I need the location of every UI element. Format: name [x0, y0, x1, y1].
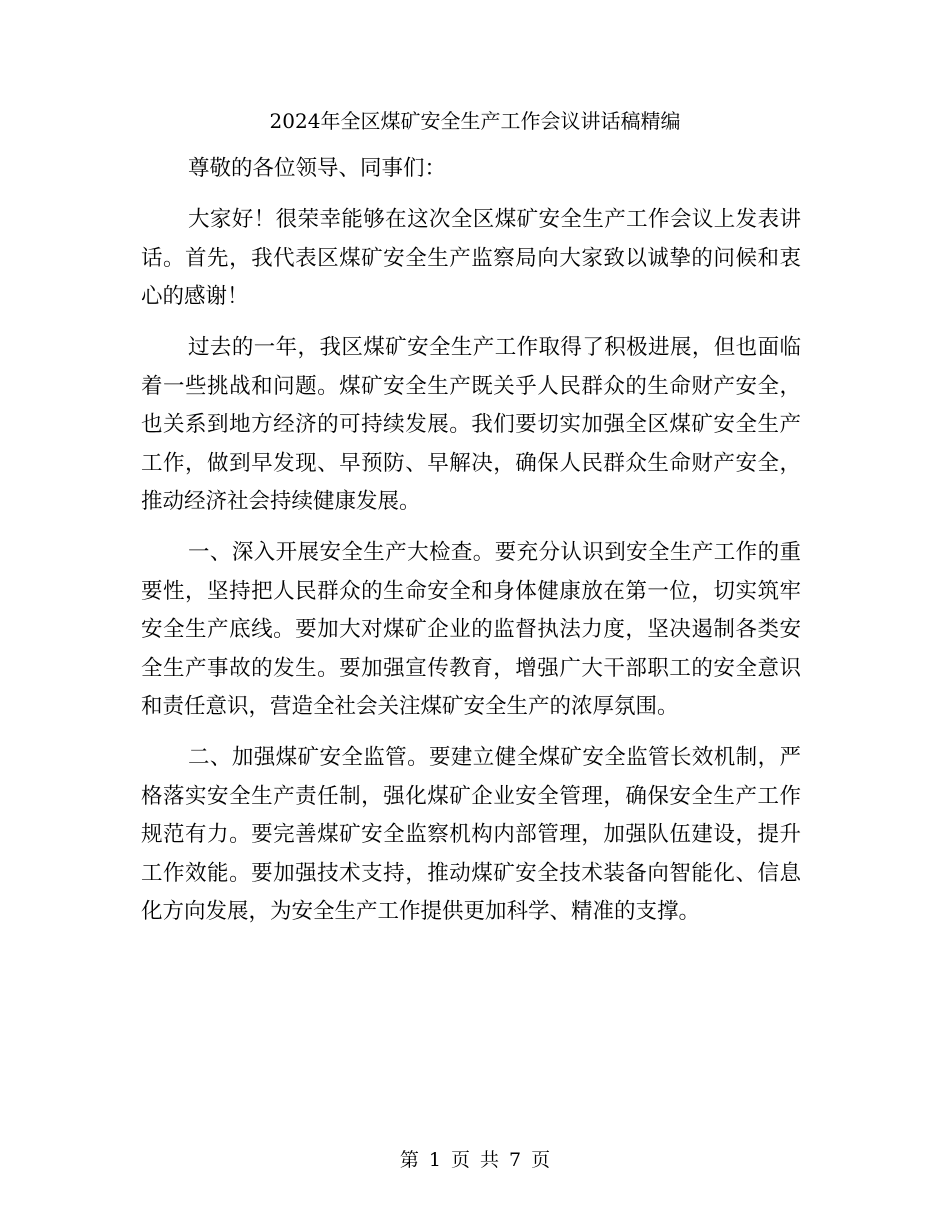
review-paragraph: 过去的一年，我区煤矿安全生产工作取得了积极进展，但也面临着一些挑战和问题。煤矿安全生产既关乎人民群众的生命财产安全，也关系到地方经济的可持续发展。我们要切实加强全区煤矿安全生产工作，做到早发现、早预防、早解决，确保人民群众生命财产安全，推动经济社会持续健康发展。	[141, 335, 801, 514]
page-number-footer: 第 1 页 共 7 页	[399, 1149, 551, 1171]
salutation-paragraph: 尊敬的各位领导、同事们：	[188, 156, 447, 181]
document-body	[141, 150, 801, 944]
greeting-paragraph: 大家好！很荣幸能够在这次全区煤矿安全生产工作会议上发表讲话。首先，我代表区煤矿安全生产监察局向大家致以诚挚的问候和衷心的感谢！	[141, 207, 801, 309]
document-title: 2024年全区煤矿安全生产工作会议讲话稿精编	[269, 109, 681, 133]
section-one-paragraph: 一、深入开展安全生产大检查。要充分认识到安全生产工作的重要性，坚持把人民群众的生命安全和身体健康放在第一位，切实筑牢安全生产底线。要加大对煤矿企业的监督执法力度，坚决遏制各类安全生产事故的发生。要加强宣传教育，增强广大干部职工的安全意识和责任意识，营造全社会关注煤矿安全生产的浓厚氛围。	[141, 540, 801, 719]
section-two-paragraph: 二、加强煤矿安全监管。要建立健全煤矿安全监管长效机制，严格落实安全生产责任制，强化煤矿企业安全管理，确保安全生产工作规范有力。要完善煤矿安全监察机构内部管理，加强队伍建设，提升工作效能。要加强技术支持，推动煤矿安全技术装备向智能化、信息化方向发展，为安全生产工作提供更加科学、精准的支撑。	[141, 745, 801, 924]
